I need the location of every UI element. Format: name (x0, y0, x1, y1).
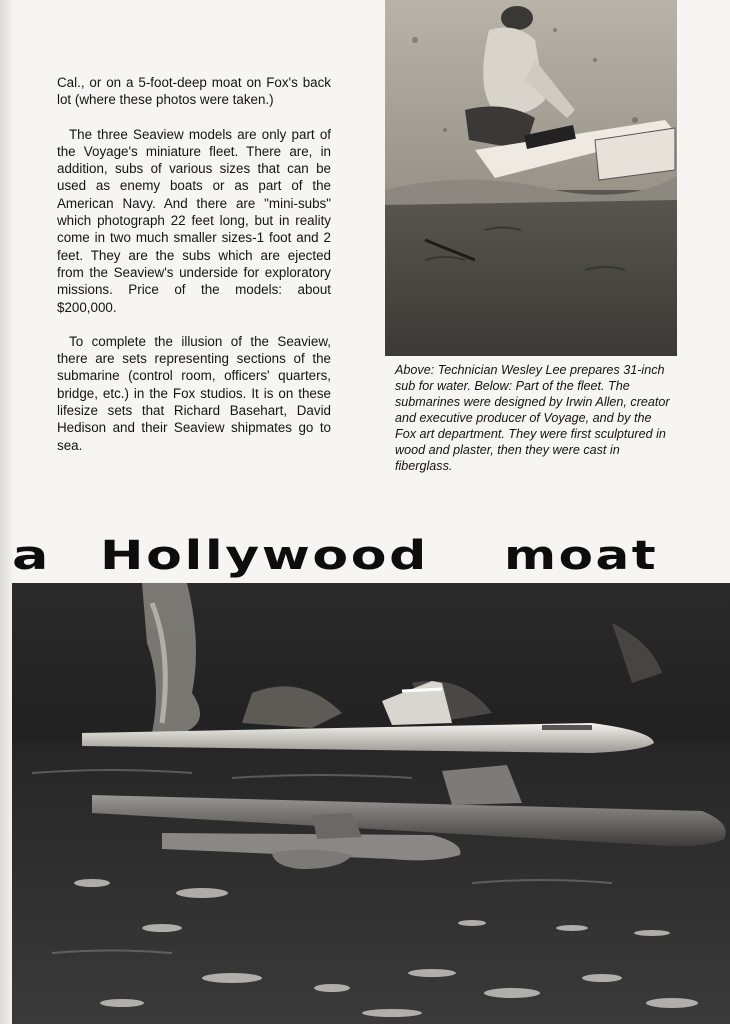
fleet-photo (12, 583, 730, 1024)
headline-word-hollywood: Hollywood (100, 533, 429, 579)
article-paragraph-1: Cal., or on a 5-foot-deep moat on Fox's back lot (where these photos were taken.) (57, 75, 331, 108)
article-paragraph-2: The three Seaview models are only part of the Voyage's miniature fleet. There are, in addition, subs of various sizes that can be used as enemy boats or as part of the American Navy. And there are "mini-subs" which photograph 22 feet long, but in reality come in two much smaller sizes-1 foot and 2 feet. They are the subs which are ejected from the Seaview's underside for exploratory missions. Price of the models: about $200,000. (57, 126, 331, 315)
article-body (57, 74, 331, 471)
technician-photo-art (385, 0, 677, 356)
technician-photo (385, 0, 677, 356)
headline-word-a: a (12, 533, 52, 579)
headline (12, 528, 712, 584)
fleet-photo-art (12, 583, 730, 1024)
article-paragraph-3: To complete the illusion of the Seaview, there are sets representing sections of the submarine (control room, officers' quarters, bridge, etc.) in the Fox studios. It is on these lifesize sets that Richard Basehart, David Hedison and their Seaview shipmates go to sea. (57, 333, 331, 453)
headline-word-moat: moat (504, 533, 659, 579)
photo-caption: Above: Technician Wesley Lee prepares 31-inch sub for water. Below: Part of the fleet. The submarines were designed by Irwin Allen, creator and executive producer of Voyage, and by the Fox art department. They were first sculptured in wood and plaster, then they were cast in fiberglass. (395, 363, 670, 473)
